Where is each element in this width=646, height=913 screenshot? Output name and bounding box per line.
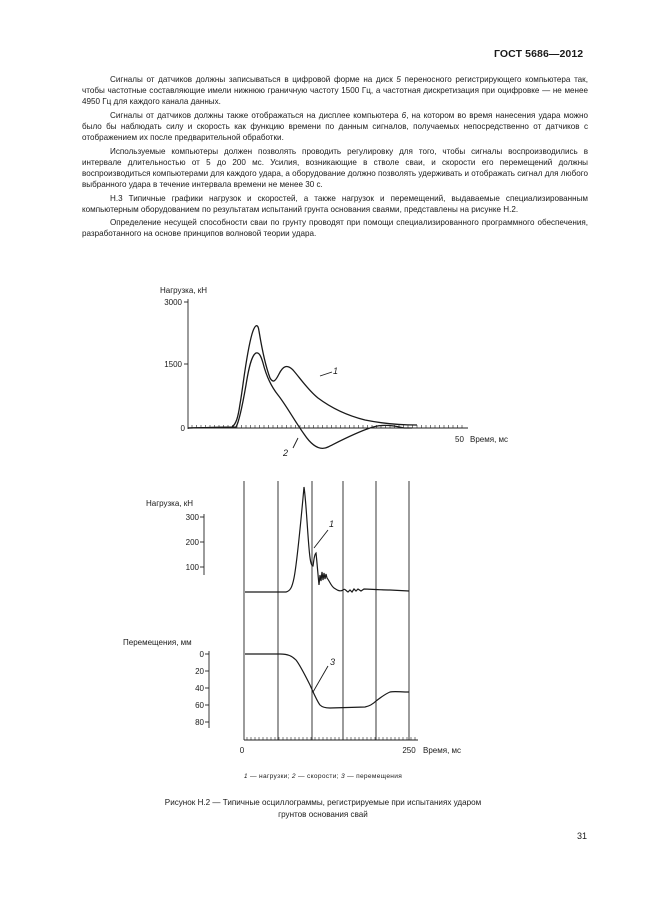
chart1-ytick-label: 1500	[164, 360, 182, 369]
chart3-ylabel: Перемещения, мм	[123, 638, 192, 647]
chart1-ytick-label: 3000	[164, 298, 182, 307]
leader-line	[314, 530, 328, 548]
series-load-curve	[188, 326, 417, 428]
chart1-xlabel: Время, мс	[470, 435, 509, 444]
leader-line	[293, 438, 298, 448]
chart-load-velocity	[160, 286, 508, 458]
page-number: 31	[577, 831, 588, 841]
paragraph: Н.3 Типичные графики нагрузок и скоростей, а также нагрузок и перемещений, выдаваемые специализированным компьютерным оборудованием по результатам испытаний грунта основания сваями, представлены на рисунке Н.2.	[82, 193, 588, 214]
leader-line	[320, 372, 332, 376]
paragraph: Используемые компьютеры должен позволять проводить регулировку для того, чтобы сигналы воспроизводились в интервале длительностью от 5 до 200 мс. Усилия, возникающие в стволе сваи, и скорости его перемещений должны воспроизводиться компьютерами для каждого удара, а оборудование должно позволять удерживать и отображать сигнал для любого выбранного удара в течение интервала времени не менее 30 с.	[82, 146, 588, 190]
figure-caption	[0, 797, 646, 820]
chart3-xtick-label: 250	[402, 746, 416, 755]
curve-label-1-lower: 1	[329, 519, 335, 529]
chart2-ytick-label: 200	[185, 538, 199, 547]
chart3-ytick-label: 40	[195, 684, 204, 693]
chart3-ytick-label: 0	[199, 650, 204, 659]
chart1-ytick-label: 0	[180, 424, 185, 433]
caption-line: грунтов основания свай	[278, 809, 368, 819]
series-load-oscillogram	[245, 487, 409, 592]
paragraph: Определение несущей способности сваи по грунту проводят при помощи специализированного программного обеспечения, разработанного на основе принципов волновой теории удара.	[82, 218, 588, 239]
curve-label-1: 1	[333, 366, 339, 376]
chart2-ytick-label: 100	[185, 563, 199, 572]
paragraph: Сигналы от датчиков должны записываться в цифровой форме на диск 5 переносного регистрирующего компьютера так, чтобы частотные составляющие имели нижнюю граничную частоту 1500 Гц, а частотная дискретизация при оцифровке — не менее 4950 Гц для каждого канала данных.	[82, 75, 588, 107]
chart3-xtick-label: 0	[239, 746, 245, 755]
leader-line	[313, 666, 328, 692]
chart3-ytick-label: 60	[195, 701, 204, 710]
chart-load-displacement	[123, 481, 461, 755]
chart2-ytick-label: 300	[185, 513, 199, 522]
chart1-ylabel: Нагрузка, кН	[160, 286, 208, 295]
chart3-ytick-label: 80	[195, 718, 204, 727]
chart3-ytick-label: 20	[195, 667, 204, 676]
chart3-xlabel: Время, мс	[423, 746, 462, 755]
paragraph: Сигналы от датчиков должны также отображаться на дисплее компьютера 6, на котором во время нанесения удара можно было бы наблюдать силу и скорость как функцию времени по данным сигналов, получаемых непосредственно от датчиков с отображением их после предварительной обработки.	[82, 110, 588, 143]
document-header: ГОСТ 5686—2012	[494, 48, 584, 60]
series-displacement-curve	[245, 654, 409, 708]
caption-line: Рисунок Н.2 — Типичные осциллограммы, регистрируемые при испытаниях ударом	[164, 798, 482, 807]
chart2-ylabel: Нагрузка, кН	[146, 499, 194, 508]
curve-label-3: 3	[330, 657, 336, 667]
curve-label-2: 2	[283, 448, 289, 458]
chart1-xtick-label: 50	[455, 435, 464, 444]
series-velocity-curve	[188, 353, 412, 449]
figure-legend: 1 — нагрузки; 2 — скорости; 3 — перемещения	[243, 773, 403, 780]
